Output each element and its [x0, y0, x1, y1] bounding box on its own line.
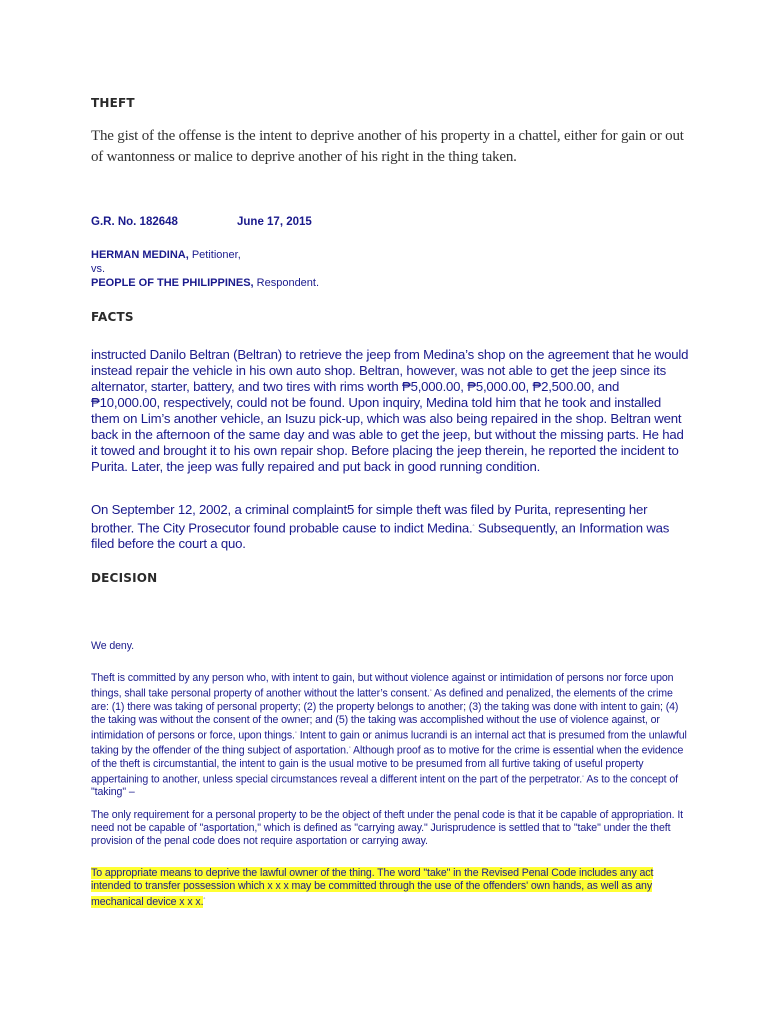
facts-paragraph-2: [91, 502, 691, 552]
gist-paragraph: The gist of the offense is the intent to deprive another of his property in a chattel, either for gain or out of wantonness or malice to deprive another of his right in the thing taken.: [91, 128, 684, 165]
requirement-paragraph: The only requirement for a personal property to be the object of theft under the penal code is that it be capable of appropriation. It need not be capable of "asportation," which is defined as "carrying away." Jurisprudence is settled that to "take" under the theft provision of the penal code does not require asportation or carrying away.: [91, 809, 684, 847]
appropriate-paragraph: [91, 867, 691, 909]
theft-definition-paragraph: [91, 672, 691, 799]
footnote-mark[interactable]: ◦: [348, 745, 351, 752]
footnote-mark[interactable]: ◦: [582, 773, 585, 780]
theft-def-part: Intent to gain or animus lucrandi is an internal act that is presumed from the unlawful taking by the offender of the thing subject of asportation.: [91, 729, 687, 757]
footnote-mark[interactable]: ◦: [472, 523, 475, 529]
decision-heading: DECISION: [91, 571, 158, 585]
theft-def-part: As to the concept of "taking" –: [91, 773, 678, 799]
facts-p2-text-b: Subsequently, an Information was filed before the court a quo.: [91, 520, 670, 552]
deny-paragraph: We deny.: [91, 640, 134, 652]
case-parties: [91, 248, 319, 290]
respondent-name: PEOPLE OF THE PHILIPPINES,: [91, 277, 254, 289]
facts-paragraph-1: instructed Danilo Beltran (Beltran) to retrieve the jeep from Medina’s shop on the agreement that he would instead repair the vehicle in his own auto shop. Beltran, however, was not able to get the jeep since its alternator, starter, battery, and two tires with rims worth ₱5,000.00, ₱5,000.00, ₱2,500.00, and ₱10,000.00, respectively, could not be found. Upon inquiry, Medina told him that he took and installed them on Lim’s another vehicle, an Isuzu pick-up, which was also being repaired in the shop. Beltran went back in the afternoon of the same day and was able to get the jeep, but without the missing parts. He had it towed and brought it to his own repair shop. Before placing the jeep therein, he reported the incident to Purita. Later, the jeep was fully repaired and put back in good running condition.: [91, 347, 689, 474]
petitioner-line: [91, 248, 319, 262]
respondent-role: Respondent.: [253, 277, 320, 289]
theft-def-part: As defined and penalized, the elements of the crime are: (1) there was taking of personal property; (2) the property belongs to another; (3) the taking was done with intent to gain; (4) the taking was without the consent of the owner; and (5) the taking was accomplished without the use of violence against, or intimidation of persons or force, upon things.: [91, 687, 679, 742]
respondent-line: [91, 276, 319, 290]
facts-p2-text-a: On September 12, 2002, a criminal complaint5 for simple theft was filed by Purita, representing her brother. The City Prosecutor found probable cause to indict Medina.: [91, 502, 648, 536]
petitioner-role: Petitioner,: [188, 249, 241, 261]
theft-heading: THEFT: [91, 96, 135, 110]
petitioner-name: HERMAN MEDINA,: [91, 249, 189, 261]
theft-def-part: Although proof as to motive for the crime is essential when the evidence of the theft is circumstantial, the intent to gain is the usual motive to be presumed from all furtive taking of useful property appertaining to another, unless special circumstances reveal a different intent on the part of the perpetrator.: [91, 744, 684, 786]
theft-def-part: Theft is committed by any person who, with intent to gain, but without violence against or intimidation of persons nor force upon things, shall take personal property of another without the latter’s consent.: [91, 672, 674, 700]
case-date: June 17, 2015: [237, 216, 312, 228]
facts-heading: FACTS: [91, 310, 134, 324]
footnote-mark[interactable]: ◦: [294, 729, 297, 736]
case-number: G.R. No. 182648: [91, 216, 178, 228]
footnote-mark[interactable]: ◦: [203, 896, 206, 902]
highlighted-text: To appropriate means to deprive the lawful owner of the thing. The word "take" in the Revised Penal Code includes any act intended to transfer possession which x x x may be committed through the use of the offenders' own hands, as well as any mechanical device x x x.: [91, 867, 654, 908]
versus-label: vs.: [91, 263, 106, 275]
footnote-mark[interactable]: ◦: [429, 688, 432, 694]
